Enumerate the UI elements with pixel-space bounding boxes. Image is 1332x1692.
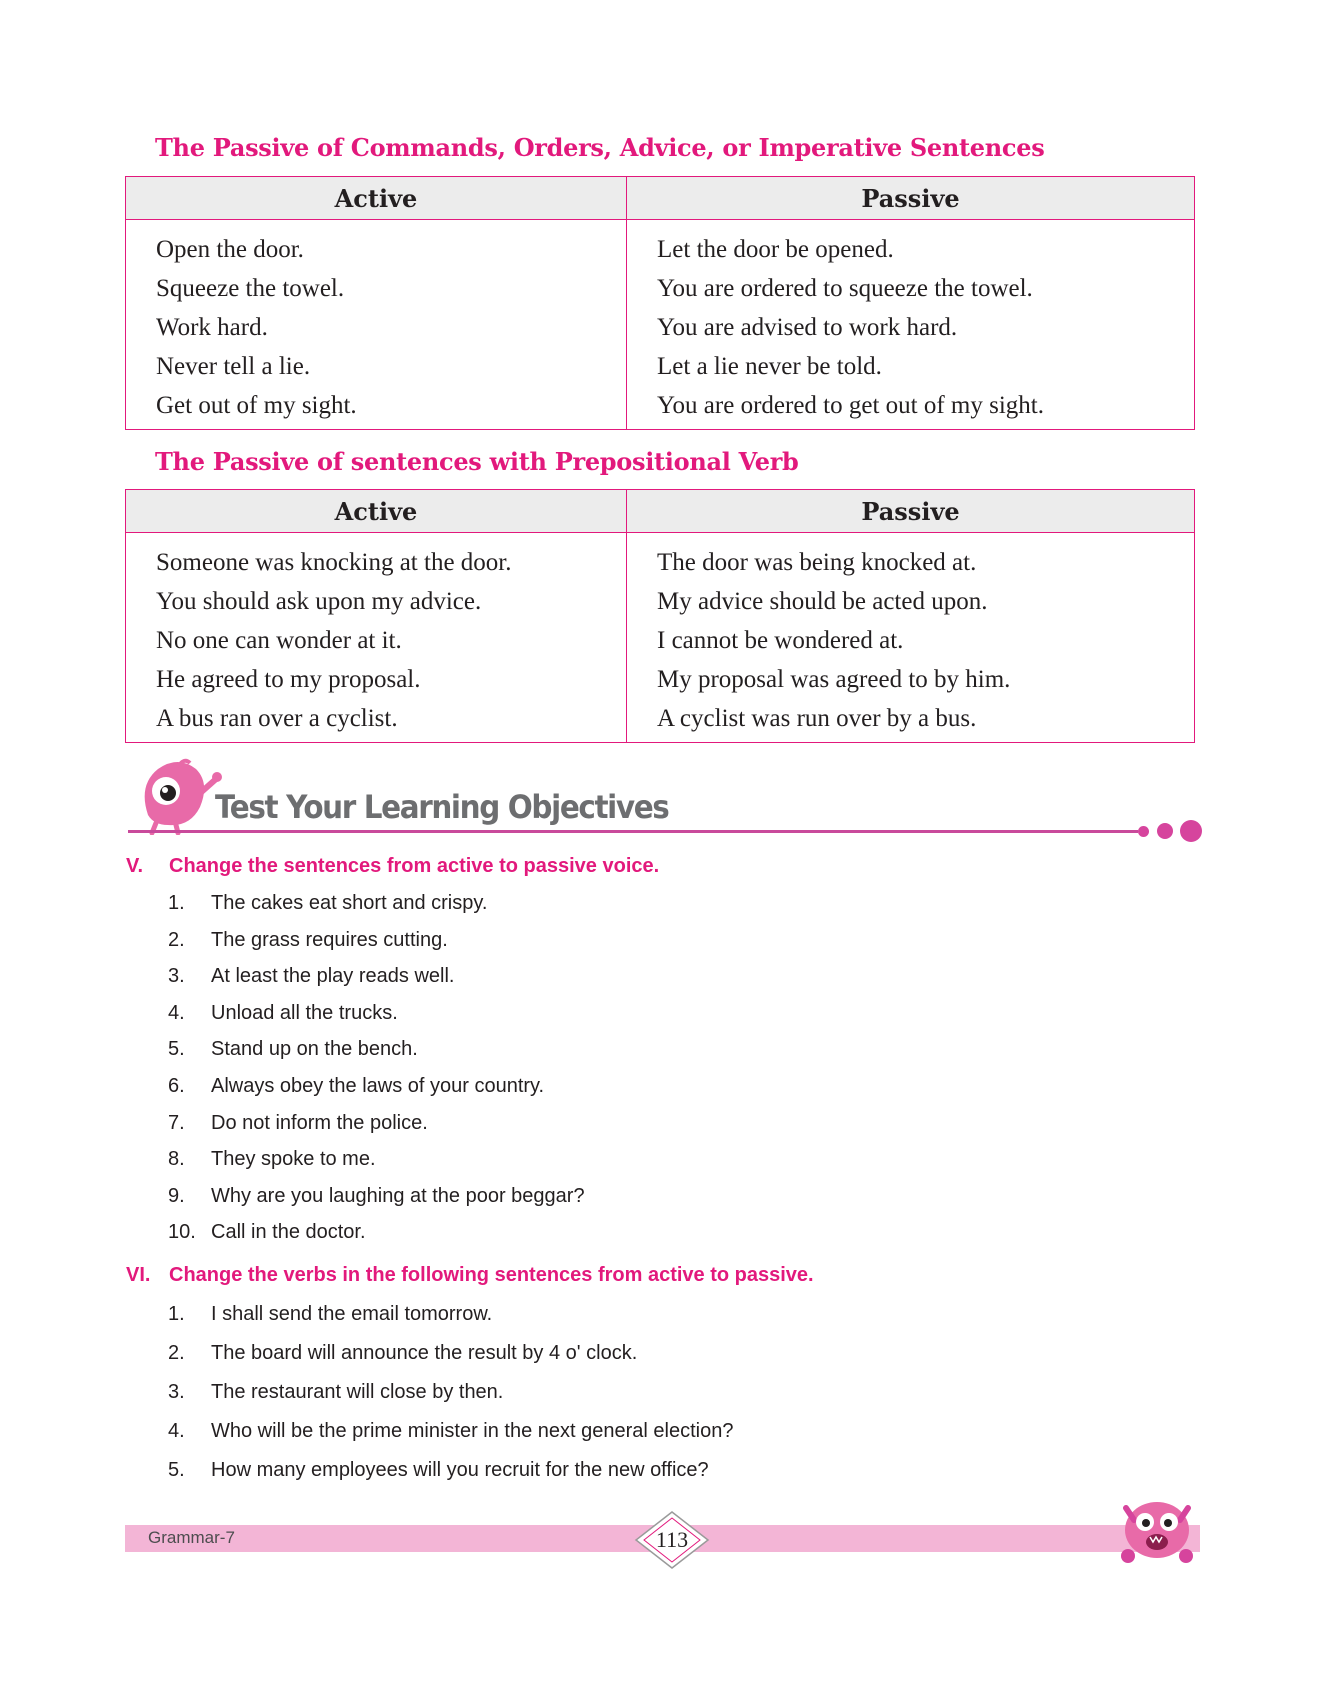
active-sentence: You should ask upon my advice. <box>156 588 482 615</box>
list-item: 1. The cakes eat short and crispy. <box>168 892 488 914</box>
decorative-dot <box>1180 820 1202 842</box>
passive-sentence: Let a lie never be told. <box>657 353 882 380</box>
section-title-imperative: The Passive of Commands, Orders, Advice, or Imperative Sentences <box>155 133 1045 162</box>
imperative-table <box>125 176 1195 430</box>
passive-sentence: You are advised to work hard. <box>657 314 958 341</box>
list-item: 10. Call in the doctor. <box>168 1221 366 1244</box>
list-item: 6. Always obey the laws of your country. <box>168 1074 545 1097</box>
list-item: 9. Why are you laughing at the poor beggar? <box>168 1184 585 1207</box>
exercise-5-list <box>168 885 585 1251</box>
passive-column <box>627 220 1195 430</box>
passive-column <box>627 533 1195 743</box>
active-sentence: Work hard. <box>156 314 268 341</box>
list-item: 2. The board will announce the result by 4 o' clock. <box>168 1342 638 1364</box>
banner-divider <box>128 830 1138 833</box>
active-sentence: Open the door. <box>156 236 304 263</box>
active-sentence: Squeeze the towel. <box>156 275 345 302</box>
column-header-passive: Passive <box>627 490 1195 533</box>
list-item: 5. How many employees will you recruit for the new office? <box>168 1459 709 1481</box>
exercise-6-heading <box>126 1264 814 1287</box>
passive-sentence: My advice should be acted upon. <box>657 588 988 615</box>
list-item: 7. Do not inform the police. <box>168 1111 428 1134</box>
list-item: 2. The grass requires cutting. <box>168 928 448 951</box>
active-column <box>126 533 627 743</box>
active-sentence: No one can wonder at it. <box>156 627 402 654</box>
list-item: 4. Unload all the trucks. <box>168 1001 398 1024</box>
list-item: 5. Stand up on the bench. <box>168 1038 418 1061</box>
monster-mascot-icon <box>1112 1490 1202 1568</box>
passive-sentence: A cyclist was run over by a bus. <box>657 705 977 732</box>
exercise-5-heading <box>126 855 659 878</box>
passive-sentence: You are ordered to get out of my sight. <box>657 392 1044 419</box>
list-item: 3. The restaurant will close by then. <box>168 1381 504 1403</box>
page-number: 113 <box>655 1527 689 1552</box>
list-item: 8. They spoke to me. <box>168 1148 376 1171</box>
list-item: 4. Who will be the prime minister in the next general election? <box>168 1420 734 1442</box>
active-sentence: Never tell a lie. <box>156 353 311 380</box>
monster-mascot-icon <box>128 755 223 835</box>
list-item: 1. I shall send the email tomorrow. <box>168 1303 493 1325</box>
exercise-6-number: VI. <box>126 1264 151 1286</box>
decorative-dot <box>1138 826 1149 837</box>
prepositional-table <box>125 489 1195 743</box>
section-title-prepositional: The Passive of sentences with Prepositional Verb <box>155 447 799 476</box>
active-sentence: Get out of my sight. <box>156 392 357 419</box>
passive-sentence: Let the door be opened. <box>657 236 894 263</box>
passive-sentence: You are ordered to squeeze the towel. <box>657 275 1033 302</box>
passive-sentence: My proposal was agreed to by him. <box>657 666 1011 693</box>
passive-sentence: The door was being knocked at. <box>657 549 977 576</box>
active-column <box>126 220 627 430</box>
column-header-passive: Passive <box>627 177 1195 220</box>
active-sentence: A bus ran over a cyclist. <box>156 705 398 732</box>
column-header-active: Active <box>126 490 627 533</box>
list-item: 3. At least the play reads well. <box>168 965 455 988</box>
active-sentence: Someone was knocking at the door. <box>156 549 512 576</box>
column-header-active: Active <box>126 177 627 220</box>
decorative-dot <box>1157 823 1173 839</box>
passive-sentence: I cannot be wondered at. <box>657 627 904 654</box>
banner-title: Test Your Learning Objectives <box>215 788 669 826</box>
exercise-6-instruction: Change the verbs in the following sentences from active to passive. <box>169 1264 814 1286</box>
exercise-6-list <box>168 1295 733 1490</box>
active-sentence: He agreed to my proposal. <box>156 666 421 693</box>
exercise-5-instruction: Change the sentences from active to passive voice. <box>169 855 660 877</box>
footer-book-label: Grammar-7 <box>148 1528 235 1547</box>
exercise-5-number: V. <box>126 855 144 877</box>
